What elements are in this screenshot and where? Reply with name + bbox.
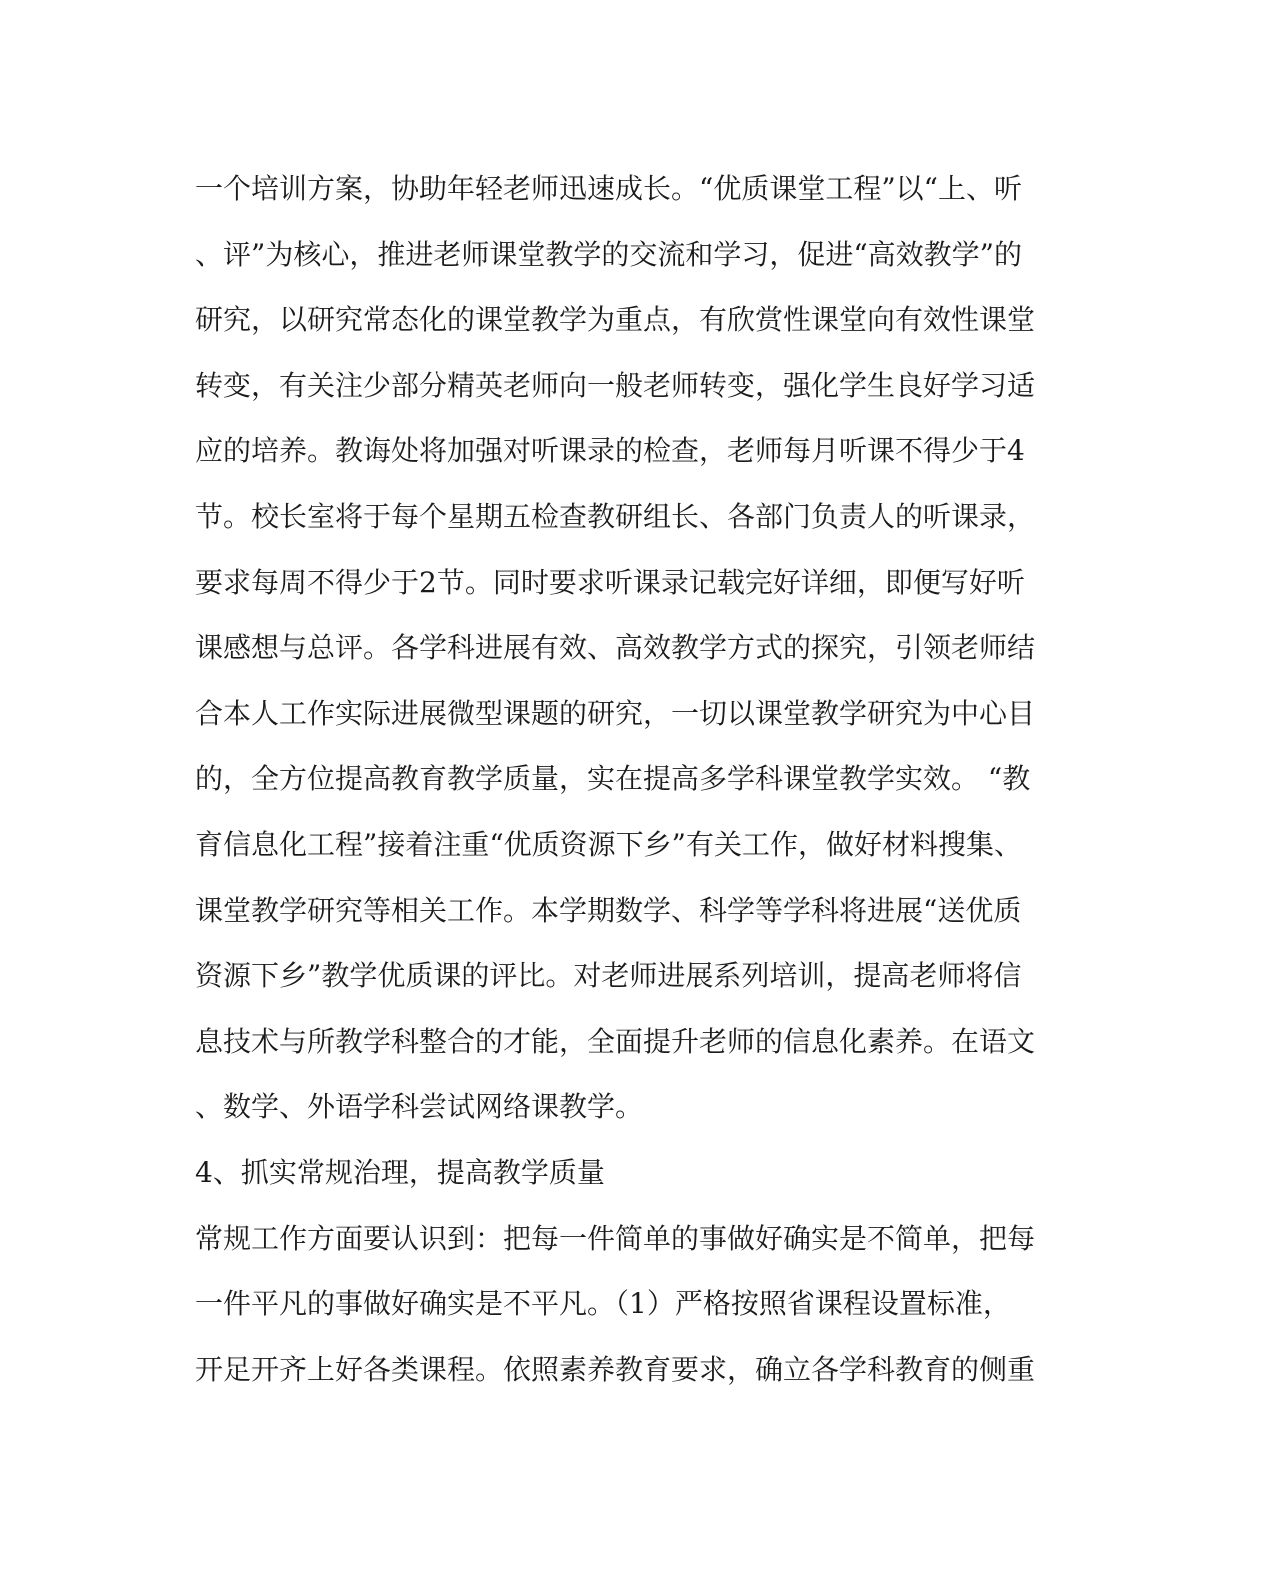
text-line: 课堂教学研究等相关工作。本学期数学、科学等学科将进展“送优质 xyxy=(195,893,1022,927)
text-line: 转变，有关注少部分精英老师向一般老师转变，强化学生良好学习适 xyxy=(195,368,1036,402)
section-heading: 4、抓实常规治理，提高教学质量 xyxy=(195,1155,605,1189)
text-line: 研究，以研究常态化的课堂教学为重点，有欣赏性课堂向有效性课堂 xyxy=(195,303,1036,337)
text-line: 应的培养。教诲处将加强对听课录的检查，老师每月听课不得少于4 xyxy=(195,434,1025,468)
text-line: 、评”为核心，推进老师课堂教学的交流和学习，促进“高效教学”的 xyxy=(195,237,1022,271)
text-line: 息技术与所教学科整合的才能，全面提升老师的信息化素养。在语文 xyxy=(195,1024,1036,1058)
text-line: 一个培训方案，协助年轻老师迅速成长。“优质课堂工程”以“上、听 xyxy=(195,172,1022,205)
text-line: 资源下乡”教学优质课的评比。对老师进展系列培训，提高老师将信 xyxy=(195,959,1022,993)
body-text xyxy=(195,156,1075,1402)
text-line: 合本人工作实际进展微型课题的研究，一切以课堂教学研究为中心目 xyxy=(195,696,1036,730)
text-line: 一件平凡的事做好确实是不平凡。（1）严格按照省课程设置标准， xyxy=(195,1287,1011,1321)
text-line: 要求每周不得少于2节。同时要求听课录记载完好详细，即便写好听 xyxy=(195,565,1025,599)
text-line: 育信息化工程”接着注重“优质资源下乡”有关工作，做好材料搜集、 xyxy=(195,827,1022,861)
text-line: 节。校长室将于每个星期五检查教研组长、各部门负责人的听课录， xyxy=(195,499,1036,533)
text-line: 课感想与总评。各学科进展有效、高效教学方式的探究，引领老师结 xyxy=(195,631,1036,665)
text-line: 的，全方位提高教育教学质量，实在提高多学科课堂教学实效。 “教 xyxy=(195,762,1031,796)
text-line: 开足开齐上好各类课程。依照素养教育要求，确立各学科教育的侧重 xyxy=(195,1352,1036,1386)
text-line: 常规工作方面要认识到：把每一件简单的事做好确实是不简单，把每 xyxy=(195,1221,1036,1255)
text-line: 、数学、外语学科尝试网络课教学。 xyxy=(195,1090,644,1124)
